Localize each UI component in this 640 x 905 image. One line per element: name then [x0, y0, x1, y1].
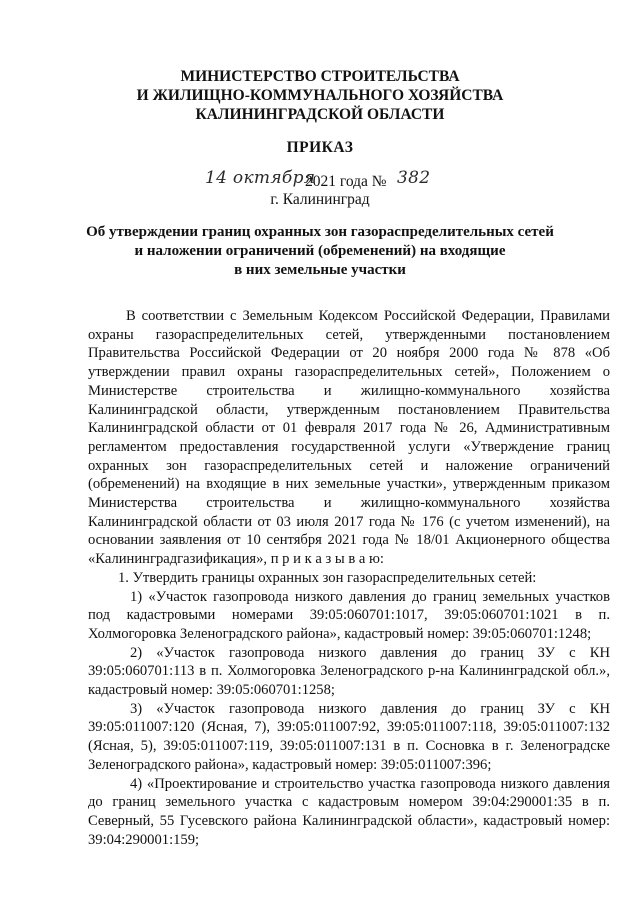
- ministry-header: [0, 67, 640, 124]
- subject-line-2: и наложении ограничений (обременений) на входящие: [134, 243, 506, 259]
- ministry-line-3: КАЛИНИНГРАДСКОЙ ОБЛАСТИ: [195, 106, 445, 123]
- order-body: [88, 307, 610, 849]
- ministry-line-1: МИНИСТЕРСТВО СТРОИТЕЛЬСТВА: [180, 68, 460, 85]
- document-type-title: ПРИКАЗ: [286, 139, 354, 156]
- order-subject: [0, 223, 640, 280]
- typed-year-label: 2021 года №: [305, 173, 387, 190]
- subitem-3: 3) «Участок газопровода низкого давления до границ ЗУ с КН 39:05:011007:120 (Ясная, 7), 39:05:011007:92, 39:05:011007:118, 39:05:011007:132 (Ясная, 5), 39:05:011007:119, 39:05:011007:131 в п. Сосновка в г. Зеленоградске Зеленоградского района», кадастровый номер: 39:05:011007:396;: [88, 700, 610, 773]
- handwritten-order-number: 382: [397, 168, 431, 188]
- preamble-paragraph: В соответствии с Земельным Кодексом Российской Федерации, Правилами охраны газораспределительных сетей, утвержденными постановлением Правительства Российской Федерации от 20 ноября 2000 года № 878 «Об утверждении правил охраны газораспределительных сетей», Положением о Министерстве строительства и жилищно-коммунального хозяйства Калининградской области, утвержденным постановлением Правительства Калининградской области от 01 февраля 2017 года № 26, Административным регламентом предоставления государственной услуги «Утверждение границ охранных зон газораспределительных сетей и наложение ограничений (обременений) на входящие в них земельные участки», утвержденным приказом Министерства строительства и жилищно-коммунального хозяйства Калининградской области от 03 июля 2017 года № 176 (с учетом изменений), на основании заявления от 10 сентября 2021 года № 18/01 Акционерного общества «Калининградгазификация», п р и к а з ы в а ю:: [88, 308, 610, 568]
- city-line: г. Калининград: [270, 191, 370, 208]
- ministry-line-2: И ЖИЛИЩНО-КОММУНАЛЬНОГО ХОЗЯЙСТВА: [136, 87, 504, 104]
- subitem-4: 4) «Проектирование и строительство участка газопровода низкого давления до границ земельного участка с кадастровым номером 39:04:290001:35 в п. Северный, 55 Гусевского района Калининградской области», кадастровый номер: 39:04:290001:159;: [88, 775, 610, 848]
- subject-line-1: Об утверждении границ охранных зон газораспределительных сетей: [86, 224, 554, 240]
- subitem-2: 2) «Участок газопровода низкого давления до границ ЗУ с КН 39:05:060701:113 в п. Холмогоровка Зеленоградского р-на Калининградской обл.», кадастровый номер: 39:05:060701:1258;: [88, 644, 610, 699]
- subitem-1: 1) «Участок газопровода низкого давления до границ земельных участков под кадастровыми номерами 39:05:060701:1017, 39:05:060701:1021 в п. Холмогоровка Зеленоградского района», кадастровый номер: 39:05:060701:1248;: [88, 588, 610, 642]
- handwritten-date: 14 октября: [205, 168, 316, 188]
- order-item-1: 1. Утвердить границы охранных зон газораспределительных сетей:: [118, 569, 537, 586]
- subject-line-3: в них земельные участки: [234, 262, 406, 278]
